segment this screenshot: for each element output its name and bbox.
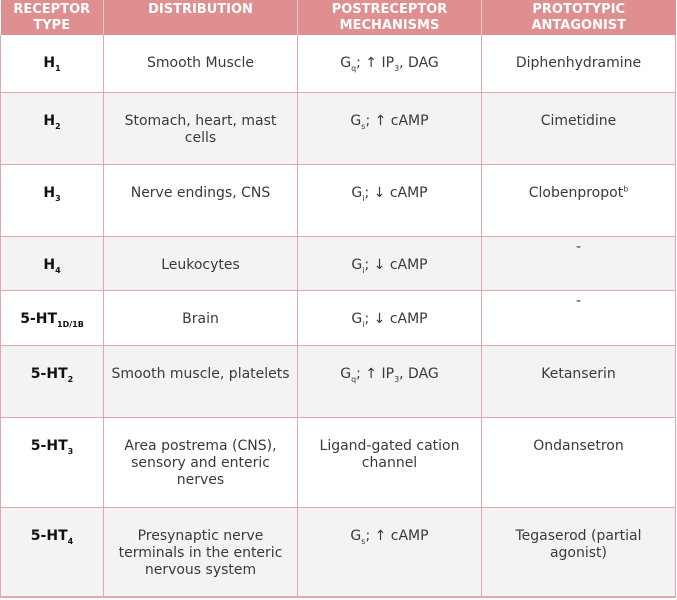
mech-g-sub: s	[361, 536, 366, 546]
antagonist-name: Cimetidine	[540, 112, 617, 129]
antagonist-cell	[482, 507, 676, 597]
header-distribution: DISTRIBUTION	[104, 0, 298, 35]
antagonist-name: Tegaserod (partial agonist)	[515, 527, 642, 561]
mech-text: ; ↑ IP	[356, 365, 395, 382]
antagonist-name: Ondansetron	[533, 437, 624, 454]
receptor-base: 5-HT	[30, 437, 68, 454]
table-row	[1, 164, 676, 236]
receptor-subscript: 4	[55, 265, 61, 275]
header-mechanisms: POSTRECEPTOR MECHANISMS	[298, 0, 482, 35]
mech-text: ; ↓ cAMP	[364, 310, 428, 327]
distribution-cell: Stomach, heart, mast cells	[104, 92, 298, 164]
receptor-subscript: 2	[67, 374, 74, 384]
distribution-cell: Nerve endings, CNS	[104, 164, 298, 236]
distribution-cell: Smooth muscle, platelets	[104, 345, 298, 417]
mechanism-cell	[298, 345, 482, 417]
receptor-base: 5-HT	[20, 310, 58, 327]
receptor-base: H	[43, 184, 56, 201]
table-row	[1, 35, 676, 92]
receptor-subscript: 1	[55, 63, 61, 73]
antagonist-name: Diphenhydramine	[515, 55, 642, 71]
mech-g: G	[340, 55, 352, 71]
receptor-subscript: 3	[67, 446, 74, 456]
table-row	[1, 345, 676, 417]
receptor-type-cell	[1, 35, 104, 92]
mech-g: G	[351, 184, 363, 201]
antagonist-cell	[482, 345, 676, 417]
table-row	[1, 417, 676, 507]
distribution-cell: Smooth Muscle	[104, 35, 298, 92]
mech-g: G	[351, 310, 363, 327]
mechanism-cell	[298, 35, 482, 92]
mech-g-sub: s	[361, 121, 366, 131]
antagonist-cell	[482, 236, 676, 290]
receptor-base: H	[43, 112, 56, 129]
mech-tail: , DAG	[399, 55, 439, 71]
receptor-base: 5-HT	[30, 527, 68, 544]
mech-text: ; ↑ cAMP	[365, 527, 429, 544]
table-row	[1, 507, 676, 597]
receptor-type-cell	[1, 417, 104, 507]
antagonist-name: Ketanserin	[541, 365, 616, 382]
receptor-type-cell	[1, 345, 104, 417]
mech-g: G	[351, 256, 363, 273]
antagonist-name: -	[575, 238, 582, 255]
mechanism-cell	[298, 236, 482, 290]
receptor-type-cell	[1, 164, 104, 236]
mech-g: G	[350, 527, 362, 544]
mech-g: G	[350, 112, 362, 129]
header-row	[1, 0, 676, 35]
table-row	[1, 290, 676, 345]
mech-g-sub: q	[351, 374, 357, 384]
receptor-base: 5-HT	[30, 365, 68, 382]
receptor-subscript: 4	[67, 536, 74, 546]
table-row	[1, 92, 676, 164]
mech-text: ; ↓ cAMP	[364, 184, 428, 201]
mech-g-sub: i	[362, 193, 365, 203]
table-body	[1, 35, 676, 597]
mech-text: ; ↑ IP	[356, 55, 395, 71]
distribution-cell: Area postrema (CNS), sensory and enteric nerves	[104, 417, 298, 507]
mech-text: ; ↓ cAMP	[364, 256, 428, 273]
mech-text: Ligand-gated cation channel	[319, 437, 460, 471]
receptor-type-cell	[1, 92, 104, 164]
mechanism-cell	[298, 164, 482, 236]
mechanism-cell	[298, 290, 482, 345]
mechanism-cell	[298, 417, 482, 507]
antagonist-name: Clobenpropot	[528, 184, 624, 201]
mech-g: G	[340, 365, 352, 382]
receptor-type-cell	[1, 236, 104, 290]
antagonist-cell	[482, 164, 676, 236]
mechanism-cell	[298, 92, 482, 164]
header-antagonist: PROTOTYPIC ANTAGONIST	[482, 0, 676, 35]
antagonist-cell	[482, 290, 676, 345]
distribution-cell: Presynaptic nerve terminals in the enteric nervous system	[104, 507, 298, 597]
receptor-base: H	[43, 55, 56, 71]
receptor-subscript: 1D/1B	[57, 319, 84, 329]
antagonist-cell	[482, 92, 676, 164]
header-receptor-type: RECEPTOR TYPE	[1, 0, 104, 35]
mechanism-cell	[298, 507, 482, 597]
mech-g-sub: i	[362, 265, 365, 275]
antagonist-footnote: b	[623, 183, 629, 193]
mech-tail-sub: 3	[394, 374, 400, 384]
antagonist-name: -	[575, 292, 582, 309]
mech-text: ; ↑ cAMP	[365, 112, 429, 129]
distribution-cell: Brain	[104, 290, 298, 345]
mech-g-sub: q	[351, 63, 357, 73]
receptor-subscript: 3	[55, 193, 61, 203]
antagonist-cell	[482, 417, 676, 507]
mech-tail-sub: 3	[394, 63, 400, 73]
mech-g-sub: i	[362, 319, 365, 329]
receptor-subscript: 2	[55, 121, 61, 131]
table-header	[1, 0, 676, 35]
receptor-type-cell	[1, 507, 104, 597]
distribution-cell: Leukocytes	[104, 236, 298, 290]
receptor-type-cell	[1, 290, 104, 345]
mech-tail: , DAG	[399, 365, 439, 382]
table-row	[1, 236, 676, 290]
antagonist-cell	[482, 35, 676, 92]
receptor-base: H	[43, 256, 56, 273]
